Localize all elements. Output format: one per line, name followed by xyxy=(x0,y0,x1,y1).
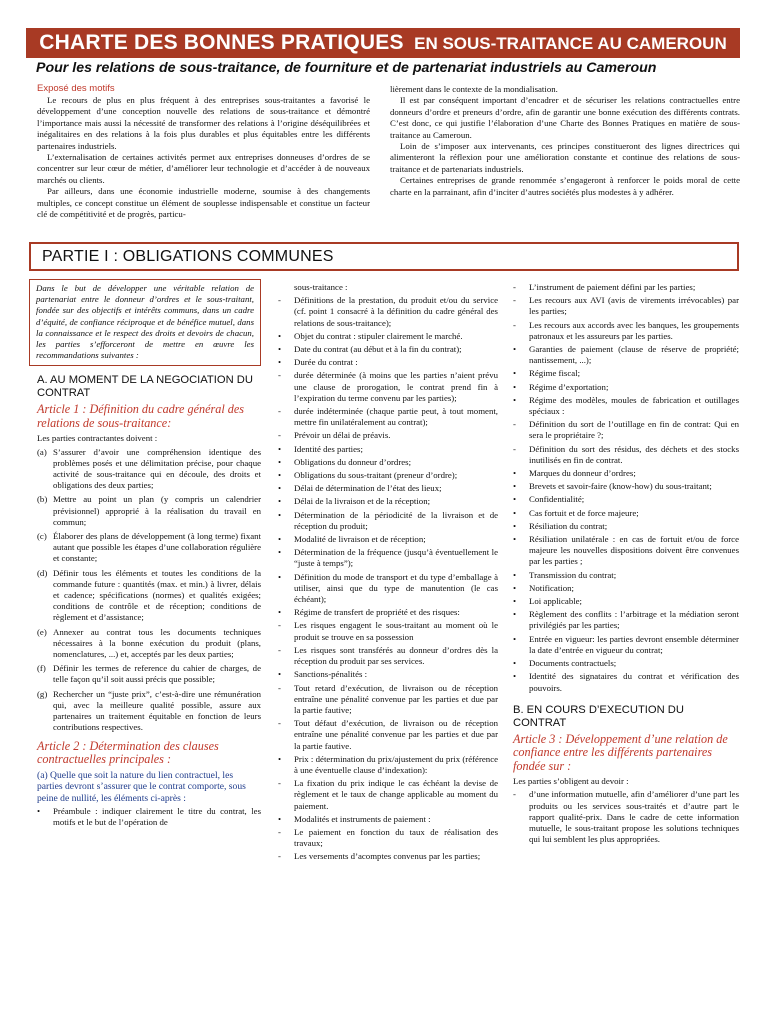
list-item xyxy=(278,370,498,404)
list-marker: - xyxy=(513,319,516,330)
list-marker: • xyxy=(513,633,517,644)
preamble-box: Dans le but de développer une véritable relation de partenariat entre le donneur d’ordres et le sous-traitant, fondée sur des objectifs et intérêts communs, dans un cadre d’équité, de confiance réciproque et de bénéfice mutuel, dans la connaissance et le respect des droits et devoirs de chacun, les parties s’efforceront de mettre en œuvre les recommandations suivantes : xyxy=(29,279,261,366)
section-a-heading: A. AU MOMENT DE LA NEGOCIATION DU CONTRAT xyxy=(37,374,253,400)
list-item-text: Date du contrat (au début et à la fin du contrat); xyxy=(294,344,462,355)
expose-heading: Exposé des motifs xyxy=(37,83,115,94)
list-item xyxy=(278,282,498,293)
list-marker: • xyxy=(513,671,517,682)
list-item-text: Règlement des conflits : l’arbitrage et la médiation seront privilégiés par les parties; xyxy=(529,609,739,631)
list-item-text: Brevets et savoir-faire (know-how) du sous-traitant; xyxy=(529,481,712,492)
list-item-text: Loi applicable; xyxy=(529,596,583,607)
list-item xyxy=(278,718,498,752)
list-item xyxy=(513,419,739,441)
list-marker: • xyxy=(513,534,517,545)
list-marker: (f) xyxy=(37,663,46,674)
list-marker xyxy=(278,282,294,293)
list-item-text: Délai de la livraison et de la réception; xyxy=(294,496,431,507)
list-item xyxy=(37,531,261,565)
list-marker: (a) xyxy=(37,446,47,457)
list-item xyxy=(513,368,739,379)
list-marker: • xyxy=(513,368,517,379)
list-item xyxy=(37,568,261,624)
list-marker: • xyxy=(278,753,282,764)
list-marker: • xyxy=(513,481,517,492)
list-item-text: Rechercher un “juste prix”, c’est-à-dire une rémunération qui, avec la meilleure qualité possible, assure aux partenaires un traitement équitable en fonction de leurs contributions respectives. xyxy=(53,688,261,733)
list-item-text: Élaborer des plans de développement (à long terme) fixant autant que possible les étapes d’une collaboration régulière et constante; xyxy=(53,531,261,564)
list-item xyxy=(37,447,261,492)
list-marker: • xyxy=(278,330,282,341)
section-b-heading: B. EN COURS D’EXECUTION DU CONTRAT xyxy=(513,703,684,729)
list-marker: - xyxy=(278,430,281,441)
list-item xyxy=(278,607,498,618)
list-marker: • xyxy=(278,344,282,355)
clauses-list-continued xyxy=(505,282,739,694)
list-marker: • xyxy=(513,494,517,505)
list-item-text: Sanctions-pénalités : xyxy=(294,669,368,680)
list-item-text: Transmission du contrat; xyxy=(529,569,617,580)
column-3 xyxy=(505,282,739,847)
list-item xyxy=(278,295,498,329)
article-1-intro: Les parties contractantes doivent : xyxy=(37,433,158,444)
list-item-text: Documents contractuels; xyxy=(529,658,617,669)
list-item-text: Garanties de paiement (clause de réserve de propriété; nantissement, ...); xyxy=(529,344,739,366)
list-item-text: Délai de détermination de l’état des lieux; xyxy=(294,483,442,494)
list-item-text: Notification; xyxy=(529,582,574,593)
list-item-text: Marques du donneur d’ordres; xyxy=(529,468,636,479)
expose-paragraph: Loin de s’imposer aux intervenants, ces principes constitueront des lignes directrices qui alimenteront la réflexion pour une amélioration constante et continue des relations de sous-traitance et de partenariats industriels. xyxy=(390,141,740,174)
list-item xyxy=(278,547,498,569)
list-marker: • xyxy=(513,582,517,593)
subtitle: Pour les relations de sous-traitance, de fourniture et de partenariat industriels au Cameroun xyxy=(36,60,657,76)
list-marker: - xyxy=(278,370,281,381)
list-marker: • xyxy=(278,547,282,558)
list-marker: - xyxy=(278,851,281,862)
list-item-text: Identité des parties; xyxy=(294,443,363,454)
list-item xyxy=(513,634,739,656)
list-item-text: Confidentialité; xyxy=(529,494,585,505)
list-item-text: Identité des signataires du contrat et vérification des pouvoirs. xyxy=(529,671,739,693)
list-item xyxy=(513,444,739,466)
expose-paragraph: Il est par conséquent important d’encadrer et de sécuriser les relations contractuelles entre donneurs d’ordre et preneurs d’ordre, afin de garantir une bonne exécution des différents contrats. C’est donc, ce qui justifie l’élaboration d’une Charte des Bonnes Pratiques en matière de sous-traitance au Cameroun. xyxy=(390,95,740,140)
list-item xyxy=(37,663,261,685)
list-marker: • xyxy=(513,468,517,479)
list-item-text: Les recours aux AVI (avis de virements irrévocables) par les parties; xyxy=(529,295,739,317)
list-item xyxy=(513,320,739,342)
list-marker: - xyxy=(278,718,281,729)
list-marker: • xyxy=(278,509,282,520)
list-item xyxy=(37,494,261,528)
list-marker: (g) xyxy=(37,688,48,699)
list-marker: (e) xyxy=(37,626,47,637)
list-marker: • xyxy=(278,669,282,680)
column-1 xyxy=(29,279,261,832)
list-item-text: Définition du sort de l’outillage en fin de contrat: Qui en sera le propriétaire ?; xyxy=(529,419,739,441)
list-item-text: durée déterminée (à moins que les parties n’aient prévu une clause de prorogation, le contrat prend fin à l’expiration du terme convenu par les parties); xyxy=(294,370,498,403)
list-marker: (c) xyxy=(37,531,47,542)
list-marker: • xyxy=(513,507,517,518)
list-item xyxy=(278,851,498,862)
list-marker: • xyxy=(278,456,282,467)
list-item xyxy=(513,282,739,293)
list-item-text: Objet du contrat : stipuler clairement le marché. xyxy=(294,330,463,341)
expose-paragraph: Par ailleurs, dans une économie industrielle moderne, soumise à des changements multiples, ce concept constitue un élément de souplesse indispensable et constitue un facteur clé de compétitivité et de progrès, particu- xyxy=(37,186,370,220)
article-1-title: Article 1 : Définition du cadre général des relations de sous-traitance: xyxy=(37,402,245,430)
article-3-title: Article 3 : Développement d’une relation de confiance entre les différents partenaires fondée sur : xyxy=(513,731,728,773)
list-item-text: sous-traitance : xyxy=(294,282,348,292)
list-item xyxy=(278,357,498,368)
article-1-list xyxy=(29,447,261,734)
list-item-text: Modalités et instruments de paiement : xyxy=(294,813,431,824)
list-marker: • xyxy=(278,571,282,582)
list-marker: • xyxy=(278,483,282,494)
list-item xyxy=(278,430,498,441)
list-item xyxy=(278,827,498,849)
list-item xyxy=(278,470,498,481)
list-item-text: Entrée en vigueur: les parties devront ensemble déterminer la date d’entrée en vigueur du contrat; xyxy=(529,633,739,655)
list-marker: • xyxy=(513,394,517,405)
list-marker: - xyxy=(513,443,516,454)
list-item xyxy=(278,457,498,468)
list-item-text: Annexer au contrat tous les documents techniques nécessaires à la bonne exécution du produit (plans, nomenclatures, ...) et, acceptés par les deux parties; xyxy=(53,626,261,660)
expose-paragraph: L’externalisation de certaines activités permet aux entreprises donneuses d’ordres de se concentrer sur leur cœur de métier, d’améliorer leur technologie et d’accéder à de nouveaux marchés ou clients. xyxy=(37,152,370,185)
column-2 xyxy=(270,282,498,865)
list-marker: • xyxy=(513,596,517,607)
list-item-text: Régime de transfert de propriété et des risques: xyxy=(294,607,460,618)
list-item-text: durée indéterminée (chaque partie peut, à tout moment, mettre fin unilatéralement au contrat); xyxy=(294,406,498,428)
list-item xyxy=(278,406,498,428)
list-item xyxy=(278,645,498,667)
list-item xyxy=(278,331,498,342)
partie-title: PARTIE I : OBLIGATIONS COMMUNES xyxy=(29,242,739,271)
list-item-text: Préambule : indiquer clairement le titre du contrat, les motifs et le but de l’opération de xyxy=(53,806,261,828)
list-item xyxy=(513,658,739,669)
list-item-text: Définir tous les éléments et toutes les conditions de la commande future : quantités (max. et min.) à livrer, délais et cadence; spécifications (normes) et qualités exigées; conditions de contrôle et de réception; conditions de règlement et d’assistance; xyxy=(53,567,261,623)
list-item xyxy=(513,295,739,317)
list-marker: • xyxy=(513,609,517,620)
article-2-note: (a) Quelle que soit la nature du lien contractuel, les parties devront s’assurer que le contrat comporte, sous peine de nullité, les éléments ci-après : xyxy=(37,769,246,804)
list-item-text: Définir les termes de reference du cahier de charges, de telle façon qu’il soit aussi précis que possible; xyxy=(53,663,261,685)
list-marker: - xyxy=(278,682,281,693)
list-item xyxy=(278,344,498,355)
list-item xyxy=(513,583,739,594)
expose-left-column xyxy=(37,95,370,220)
list-item-text: Régime fiscal; xyxy=(529,368,581,379)
list-item xyxy=(278,496,498,507)
article-3-list xyxy=(505,789,739,845)
list-item xyxy=(278,778,498,812)
list-marker: - xyxy=(513,282,516,292)
list-item-text: Obligations du donneur d’ordres; xyxy=(294,456,412,467)
list-item-text: Résiliation unilatérale : en cas de fortuit et/ou de force majeure les nouvelles dispositions doivent être convenues par les parties ; xyxy=(529,534,739,567)
list-item xyxy=(513,609,739,631)
list-marker: • xyxy=(278,813,282,824)
list-item xyxy=(513,570,739,581)
list-item xyxy=(513,344,739,366)
list-marker: • xyxy=(278,470,282,481)
title-sub: EN SOUS-TRAITANCE AU CAMEROUN xyxy=(414,34,727,53)
list-item xyxy=(513,382,739,393)
list-item-text: Définition du mode de transport et du type d’emballage à utiliser, ainsi que du type de manutention (le cas échéant); xyxy=(294,571,498,605)
list-item-text: S’assurer d’avoir une compréhension identique des problèmes posés et une délimitation précise, pour chaque activité de sous-traitance qui en découle, des droits et obligations des deux parties; xyxy=(53,446,261,491)
list-marker: • xyxy=(513,344,517,355)
list-item xyxy=(37,689,261,734)
list-item-text: Tout défaut d’exécution, de livraison ou de réception entraîne une pénalité convenue par les parties et due par la partie fautive. xyxy=(294,718,498,751)
list-item xyxy=(513,596,739,607)
list-item xyxy=(513,494,739,505)
list-item-text: Les versements d’acomptes convenus par les parties; xyxy=(294,851,481,862)
clauses-list xyxy=(270,282,498,863)
list-marker: - xyxy=(513,295,516,306)
list-item xyxy=(278,754,498,776)
list-marker: (d) xyxy=(37,567,48,578)
list-marker: - xyxy=(278,406,281,417)
list-marker: • xyxy=(278,443,282,454)
bullet-marker: • xyxy=(37,806,41,817)
list-item-text: Détermination de la périodicité de la livraison et de réception du produit; xyxy=(294,509,498,531)
list-item xyxy=(278,572,498,606)
list-marker: • xyxy=(278,534,282,545)
article-3-intro: Les parties s’obligent au devoir : xyxy=(513,776,629,787)
list-item xyxy=(278,669,498,680)
title-main: CHARTE DES BONNES PRATIQUES xyxy=(39,31,404,54)
list-item xyxy=(513,395,739,417)
list-marker: (b) xyxy=(37,494,48,505)
list-item xyxy=(513,521,739,532)
list-item-text: Régime des modèles, moules de fabrication et outillages spéciaux : xyxy=(529,394,739,417)
list-item-text: Les recours aux accords avec les banques, les groupements patronaux et les assureurs par les parties. xyxy=(529,319,739,341)
list-marker: - xyxy=(278,620,281,631)
list-item-text: Modalité de livraison et de réception; xyxy=(294,534,426,545)
list-item xyxy=(513,789,739,845)
list-item-text: Détermination de la fréquence (jusqu’à éventuellement le “juste à temps”); xyxy=(294,547,498,569)
list-item xyxy=(513,671,739,693)
article-2-title: Article 2 : Détermination des clauses contractuelles principales : xyxy=(37,738,219,766)
list-item-text: d’une information mutuelle, afin d’améliorer d’une part les produits ou les services sous-traités et d’autre part le rapport qualité-prix. Dans le cadre de cette information mutuelle, le sous-traitant propose les solutions techniques qui lui semblent les plus appropriées. xyxy=(529,789,739,845)
list-item-text: Prévoir un délai de préavis. xyxy=(294,430,391,441)
list-marker: • xyxy=(278,496,282,507)
list-item xyxy=(513,508,739,519)
list-marker: • xyxy=(278,607,282,618)
list-item-text: Prix : détermination du prix/ajustement du prix (référence à une éventuelle clause d’indexation): xyxy=(294,753,498,775)
list-item xyxy=(278,683,498,717)
expose-paragraph: Certaines entreprises de grande renommée s’engageront à renforcer le poids moral de cette charte en la parrainant, afin d’inciter d’autres sociétés plus modestes à y adhérer. xyxy=(390,175,740,197)
list-marker: • xyxy=(278,357,282,368)
list-item xyxy=(278,483,498,494)
list-item xyxy=(513,534,739,568)
list-marker: - xyxy=(278,826,281,837)
list-marker: - xyxy=(278,644,281,655)
list-marker: - xyxy=(513,419,516,430)
list-item-text: Définitions de la prestation, du produit et/ou du service (cf. point 1 consacré à la définition du cadre général des relations de sous-traitance); xyxy=(294,295,498,328)
list-item-text: Les risques sont transférés au donneur d’ordres dès la réception du produit par ses services. xyxy=(294,644,498,667)
list-marker: • xyxy=(513,381,517,392)
list-item-text: Tout retard d’exécution, de livraison ou de réception entraîne une pénalité convenue par les parties et due par la partie fautive; xyxy=(294,682,498,715)
list-item xyxy=(513,468,739,479)
list-item xyxy=(37,806,261,828)
list-item-text: L’instrument de paiement défini par les parties; xyxy=(529,282,696,292)
list-item-text: La fixation du prix indique le cas échéant la devise de règlement et le taux de change applicable au moment du paiement. xyxy=(294,778,498,811)
list-item xyxy=(37,627,261,661)
list-item-text: Cas fortuit et de force majeure; xyxy=(529,507,639,518)
list-item-text: Le paiement en fonction du taux de réalisation des travaux; xyxy=(294,826,498,849)
list-marker: - xyxy=(513,789,516,800)
list-item-text: Obligations du sous-traitant (preneur d’ordre); xyxy=(294,470,458,481)
expose-paragraph: Le recours de plus en plus fréquent à des entreprises sous-traitantes a favorisé le développement d’une conception nouvelle des relations de sous-traitance et démontré l’importance mais aussi la nécessité de transformer des relations à l’origine déséquilibrées et inégalitaires en des relations à la fois plus durables et plus équitables entre les différents partenaires industriels. xyxy=(37,95,370,151)
list-marker: • xyxy=(513,569,517,580)
list-item-text: Définition du sort des résidus, des déchets et des stocks inutilisés en fin de contrat. xyxy=(529,443,739,465)
list-marker: - xyxy=(278,778,281,789)
expose-right-column xyxy=(390,84,740,198)
list-item xyxy=(278,814,498,825)
list-marker: - xyxy=(278,295,281,306)
expose-paragraph: lièrement dans le contexte de la mondialisation. xyxy=(390,84,558,94)
list-item xyxy=(513,481,739,492)
list-marker: • xyxy=(513,658,517,669)
list-item-text: Les risques engagent le sous-traitant au moment où le produit se trouve en sa possession xyxy=(294,620,498,642)
list-item-text: Résiliation du contrat; xyxy=(529,520,608,531)
list-item-text: Mettre au point un plan (y compris un calendrier prévisionnel) approprié à la réalisation du travail en commun; xyxy=(53,494,261,527)
list-item xyxy=(278,444,498,455)
list-item xyxy=(278,534,498,545)
list-item xyxy=(278,510,498,532)
title-banner xyxy=(26,28,740,58)
list-item-text: Régime d’exportation; xyxy=(529,381,609,392)
list-item xyxy=(278,620,498,642)
list-marker: • xyxy=(513,520,517,531)
list-item-text: Durée du contrat : xyxy=(294,357,358,368)
